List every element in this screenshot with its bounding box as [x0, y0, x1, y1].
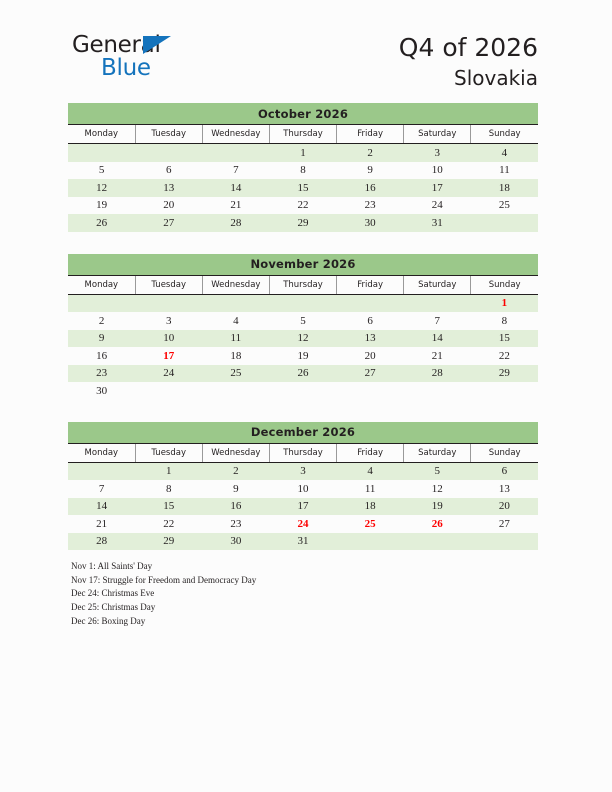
weekday-header-monday: Monday — [68, 125, 135, 144]
legend-item: Dec 26: Boxing Day — [71, 615, 146, 626]
month-title: October 2026 — [68, 103, 538, 125]
day-cell[interactable]: 8 — [269, 162, 336, 180]
day-cell[interactable]: 19 — [404, 498, 471, 516]
day-cell[interactable]: 26 — [68, 214, 135, 232]
day-cell[interactable]: 16 — [337, 179, 404, 197]
day-cell[interactable]: 8 — [135, 480, 202, 498]
day-cell[interactable]: 3 — [135, 312, 202, 330]
day-cell[interactable]: 2 — [202, 462, 269, 480]
day-cell[interactable]: 9 — [68, 330, 135, 348]
day-cell-empty — [471, 533, 538, 551]
day-cell[interactable]: 23 — [202, 515, 269, 533]
day-cell[interactable]: 8 — [471, 312, 538, 330]
day-cell[interactable]: 10 — [135, 330, 202, 348]
legend-item: Dec 24: Christmas Eve — [71, 588, 155, 599]
legend-item: Dec 25: Christmas Day — [71, 602, 156, 613]
weekday-header-row — [68, 275, 538, 294]
brand-logo-general-text: General — [72, 32, 161, 58]
calendar-months — [68, 103, 538, 572]
day-cell[interactable]: 27 — [471, 515, 538, 533]
day-cell-empty — [471, 382, 538, 400]
day-cell[interactable]: 20 — [471, 498, 538, 516]
legend-item: Nov 17: Struggle for Freedom and Democracy Day — [71, 574, 257, 585]
day-cell[interactable]: 18 — [471, 179, 538, 197]
day-cell-empty — [404, 382, 471, 400]
day-cell[interactable]: 9 — [202, 480, 269, 498]
day-cell[interactable]: 31 — [404, 214, 471, 232]
day-cell-holiday[interactable]: 24 — [269, 515, 336, 533]
holiday-legend — [71, 560, 541, 629]
week-row — [68, 162, 538, 180]
day-cell[interactable]: 12 — [404, 480, 471, 498]
month-title: November 2026 — [68, 254, 538, 276]
day-cell[interactable]: 26 — [269, 365, 336, 383]
day-cell-empty — [202, 144, 269, 162]
week-row — [68, 498, 538, 516]
day-cell-empty — [202, 382, 269, 400]
day-cell[interactable]: 6 — [471, 462, 538, 480]
day-cell[interactable]: 14 — [68, 498, 135, 516]
day-cell[interactable]: 7 — [404, 312, 471, 330]
day-cell[interactable]: 4 — [337, 462, 404, 480]
week-row — [68, 312, 538, 330]
day-cell[interactable]: 29 — [269, 214, 336, 232]
day-cell[interactable]: 25 — [202, 365, 269, 383]
weekday-header-tuesday: Tuesday — [135, 275, 202, 294]
day-cell[interactable]: 13 — [471, 480, 538, 498]
weekday-header-friday: Friday — [337, 125, 404, 144]
day-cell[interactable]: 19 — [68, 197, 135, 215]
day-cell-empty — [68, 294, 135, 312]
weekday-header-monday: Monday — [68, 275, 135, 294]
week-row — [68, 365, 538, 383]
month-table — [68, 103, 538, 232]
day-cell-empty — [135, 144, 202, 162]
day-cell[interactable]: 4 — [202, 312, 269, 330]
weekday-header-sunday: Sunday — [471, 443, 538, 462]
brand-logo-triangle-icon — [143, 36, 171, 54]
week-row — [68, 330, 538, 348]
week-row — [68, 214, 538, 232]
week-row — [68, 347, 538, 365]
day-cell[interactable]: 28 — [68, 533, 135, 551]
day-cell[interactable]: 14 — [404, 330, 471, 348]
week-row — [68, 480, 538, 498]
day-cell[interactable]: 20 — [337, 347, 404, 365]
day-cell[interactable]: 1 — [269, 144, 336, 162]
day-cell[interactable]: 5 — [404, 462, 471, 480]
weekday-header-thursday: Thursday — [269, 275, 336, 294]
weekday-header-row — [68, 125, 538, 144]
day-cell[interactable]: 5 — [269, 312, 336, 330]
brand-logo — [72, 32, 272, 88]
week-row — [68, 382, 538, 400]
day-cell[interactable]: 23 — [337, 197, 404, 215]
day-cell[interactable]: 16 — [202, 498, 269, 516]
day-cell[interactable]: 5 — [68, 162, 135, 180]
day-cell[interactable]: 29 — [471, 365, 538, 383]
day-cell[interactable]: 17 — [404, 179, 471, 197]
weekday-header-tuesday: Tuesday — [135, 125, 202, 144]
day-cell-empty — [471, 214, 538, 232]
day-cell[interactable]: 20 — [135, 197, 202, 215]
weekday-header-wednesday: Wednesday — [202, 443, 269, 462]
day-cell-empty — [337, 382, 404, 400]
day-cell-empty — [135, 382, 202, 400]
day-cell[interactable]: 4 — [471, 144, 538, 162]
day-cell[interactable]: 7 — [68, 480, 135, 498]
day-cell[interactable]: 6 — [135, 162, 202, 180]
day-cell[interactable]: 1 — [135, 462, 202, 480]
weekday-header-saturday: Saturday — [404, 443, 471, 462]
day-cell[interactable]: 10 — [404, 162, 471, 180]
day-cell[interactable]: 30 — [68, 382, 135, 400]
day-cell[interactable]: 12 — [269, 330, 336, 348]
week-row — [68, 462, 538, 480]
week-row — [68, 144, 538, 162]
day-cell-holiday[interactable]: 25 — [337, 515, 404, 533]
day-cell[interactable]: 24 — [135, 365, 202, 383]
day-cell-holiday[interactable]: 17 — [135, 347, 202, 365]
day-cell-empty — [404, 533, 471, 551]
day-cell[interactable]: 31 — [269, 533, 336, 551]
weekday-header-saturday: Saturday — [404, 275, 471, 294]
day-cell[interactable]: 22 — [471, 347, 538, 365]
day-cell[interactable]: 21 — [404, 347, 471, 365]
weekday-header-tuesday: Tuesday — [135, 443, 202, 462]
weekday-header-sunday: Sunday — [471, 125, 538, 144]
weekday-header-monday: Monday — [68, 443, 135, 462]
day-cell[interactable]: 19 — [269, 347, 336, 365]
month-title: December 2026 — [68, 422, 538, 444]
month-title-row — [68, 254, 538, 276]
week-row — [68, 179, 538, 197]
day-cell[interactable]: 15 — [471, 330, 538, 348]
page-subtitle-country: Slovakia — [454, 66, 538, 90]
day-cell[interactable]: 2 — [337, 144, 404, 162]
weekday-header-thursday: Thursday — [269, 125, 336, 144]
day-cell[interactable]: 12 — [68, 179, 135, 197]
day-cell[interactable]: 13 — [337, 330, 404, 348]
day-cell[interactable]: 7 — [202, 162, 269, 180]
day-cell[interactable]: 18 — [202, 347, 269, 365]
day-cell[interactable]: 18 — [337, 498, 404, 516]
day-cell[interactable]: 16 — [68, 347, 135, 365]
weekday-header-friday: Friday — [337, 443, 404, 462]
day-cell[interactable]: 24 — [404, 197, 471, 215]
day-cell-empty — [135, 294, 202, 312]
weekday-header-wednesday: Wednesday — [202, 275, 269, 294]
weekday-header-thursday: Thursday — [269, 443, 336, 462]
day-cell[interactable]: 11 — [202, 330, 269, 348]
day-cell-empty — [68, 462, 135, 480]
day-cell-empty — [68, 144, 135, 162]
day-cell[interactable]: 30 — [202, 533, 269, 551]
day-cell[interactable]: 15 — [269, 179, 336, 197]
weekday-header-sunday: Sunday — [471, 275, 538, 294]
day-cell[interactable]: 25 — [471, 197, 538, 215]
day-cell[interactable]: 21 — [202, 197, 269, 215]
day-cell[interactable]: 10 — [269, 480, 336, 498]
day-cell-empty — [337, 294, 404, 312]
day-cell[interactable]: 17 — [269, 498, 336, 516]
day-cell[interactable]: 30 — [337, 214, 404, 232]
week-row — [68, 515, 538, 533]
month-title-row — [68, 422, 538, 444]
month-title-row — [68, 103, 538, 125]
day-cell[interactable]: 11 — [337, 480, 404, 498]
title-block — [399, 33, 538, 91]
day-cell[interactable]: 3 — [269, 462, 336, 480]
weekday-header-wednesday: Wednesday — [202, 125, 269, 144]
brand-logo-blue-text: Blue — [101, 55, 151, 81]
month-table — [68, 422, 538, 551]
day-cell[interactable]: 3 — [404, 144, 471, 162]
page-title: Q4 of 2026 — [398, 33, 538, 62]
day-cell[interactable]: 28 — [404, 365, 471, 383]
day-cell-holiday[interactable]: 26 — [404, 515, 471, 533]
day-cell[interactable]: 9 — [337, 162, 404, 180]
day-cell-empty — [269, 382, 336, 400]
week-row — [68, 294, 538, 312]
day-cell[interactable]: 13 — [135, 179, 202, 197]
legend-item: Nov 1: All Saints' Day — [71, 561, 153, 571]
week-row — [68, 533, 538, 551]
weekday-header-friday: Friday — [337, 275, 404, 294]
day-cell[interactable]: 15 — [135, 498, 202, 516]
day-cell-empty — [337, 533, 404, 551]
day-cell[interactable]: 28 — [202, 214, 269, 232]
day-cell[interactable]: 22 — [135, 515, 202, 533]
day-cell[interactable]: 11 — [471, 162, 538, 180]
day-cell[interactable]: 22 — [269, 197, 336, 215]
week-row — [68, 197, 538, 215]
day-cell[interactable]: 23 — [68, 365, 135, 383]
weekday-header-row — [68, 443, 538, 462]
day-cell[interactable]: 6 — [337, 312, 404, 330]
day-cell-holiday[interactable]: 1 — [471, 294, 538, 312]
page-header — [0, 0, 612, 100]
day-cell[interactable]: 29 — [135, 533, 202, 551]
day-cell[interactable]: 2 — [68, 312, 135, 330]
day-cell[interactable]: 14 — [202, 179, 269, 197]
weekday-header-saturday: Saturday — [404, 125, 471, 144]
day-cell-empty — [202, 294, 269, 312]
day-cell[interactable]: 21 — [68, 515, 135, 533]
day-cell-empty — [269, 294, 336, 312]
month-table — [68, 254, 538, 400]
day-cell[interactable]: 27 — [337, 365, 404, 383]
day-cell[interactable]: 27 — [135, 214, 202, 232]
day-cell-empty — [404, 294, 471, 312]
